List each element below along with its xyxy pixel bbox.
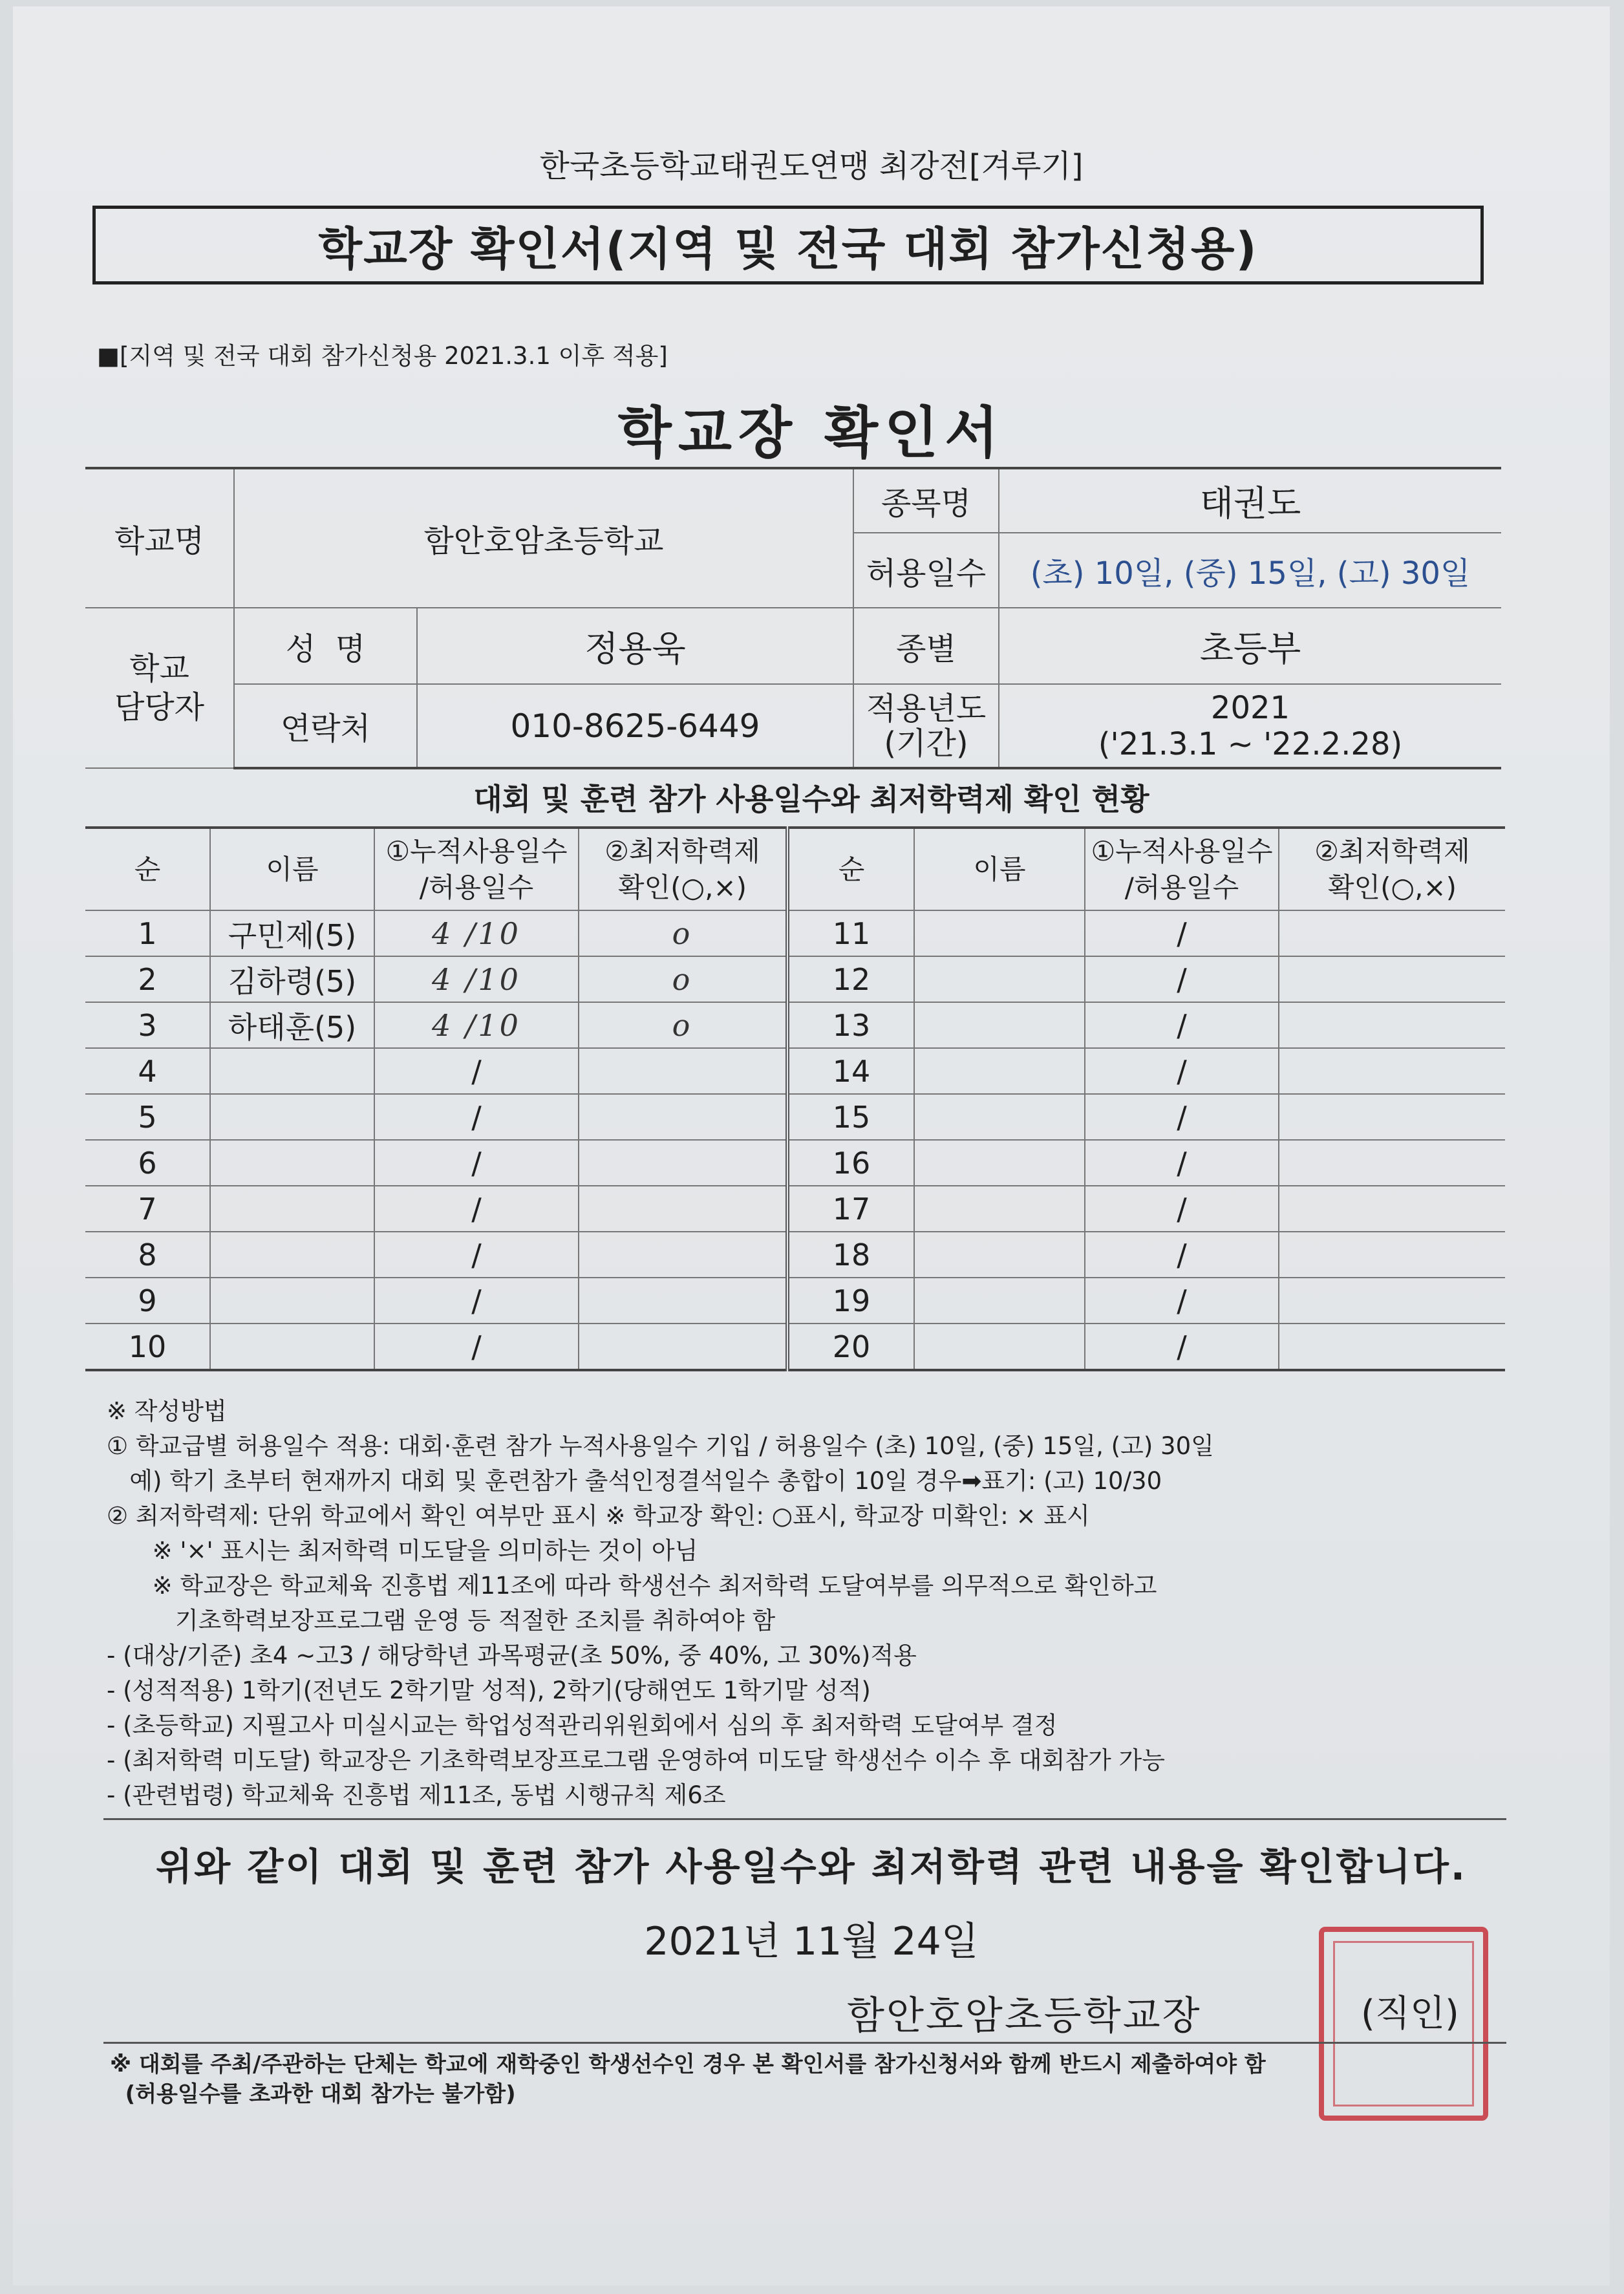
row-days-right: / [1085,1324,1279,1370]
header-academic-right: ②최저학력제 확인(○,×) [1279,828,1505,910]
row-days-right: / [1085,1186,1279,1232]
row-name-right [914,956,1085,1002]
row-days-right: / [1085,1140,1279,1186]
row-no-right: 16 [787,1140,914,1186]
row-days-right: / [1085,1278,1279,1324]
name-label: 성 명 [234,608,417,684]
row-academic-check [579,1232,787,1278]
row-no: 4 [85,1048,210,1094]
table-row [85,1232,1505,1278]
row-name-right [914,1140,1085,1186]
row-academic-check [579,1278,787,1324]
row-name [210,1094,374,1140]
contact-label: 연락처 [234,684,417,768]
row-days: / [374,1048,579,1094]
row-no-right: 12 [787,956,914,1002]
table-row [85,956,1505,1002]
series-title: 한국초등학교태권도연맹 최강전[겨루기] [539,148,1084,184]
row-academic-check: o [579,1002,787,1048]
year-value: 2021 [1210,689,1290,726]
row-no: 9 [85,1278,210,1324]
row-no-right: 19 [787,1278,914,1324]
row-days: / [374,1186,579,1232]
row-days-right: / [1085,1232,1279,1278]
school-label: 학교명 [85,468,234,608]
instruction-line: - (성적적용) 1학기(전년도 2학기말 성적), 2학기(당해연도 1학기말 성적) [107,1677,871,1704]
instructions [107,1394,1529,1813]
instruction-line: ① 학교급별 허용일수 적용: 대회·훈련 참가 누적사용일수 기입 / 허용일수 (초) 10일, (중) 15일, (고) 30일 [107,1432,1214,1460]
row-no-right: 17 [787,1186,914,1232]
instruction-line: ※ '×' 표시는 최저학력 미도달을 의미하는 것이 아님 [107,1537,698,1565]
divider [103,1818,1506,1820]
boxed-title [92,206,1484,284]
row-name-right [914,1278,1085,1324]
header-no-right: 순 [787,828,914,910]
issue-date: 2021년 11월 24일 [644,1919,979,1964]
year-label: 적용년도 (기간) [853,684,999,768]
category-label: 종별 [853,608,999,684]
row-academic-check-right [1279,1278,1505,1324]
instruction-line: - (관련법령) 학교체육 진흥법 제11조, 동법 시행규칙 제6조 [107,1781,726,1809]
row-name: 구민제(5) [210,910,374,956]
category-value: 초등부 [999,608,1501,684]
section-title: 대회 및 훈련 참가 사용일수와 최저학력제 확인 현황 [473,782,1149,817]
allowed-value: (초) 10일, (중) 15일, (고) 30일 [999,533,1501,608]
principal-title: 함안호암초등학교장 [847,1993,1202,2039]
row-no: 10 [85,1324,210,1370]
row-no: 8 [85,1232,210,1278]
row-name: 김하령(5) [210,956,374,1002]
row-name-right [914,1232,1085,1278]
row-no: 1 [85,910,210,956]
row-academic-check [579,1094,787,1140]
instruction-line: - (대상/기준) 초4 ~고3 / 해당학년 과목평균(초 50%, 중 40%, 고 30%)적용 [107,1642,917,1669]
row-academic-check-right [1279,1324,1505,1370]
table-row [85,1186,1505,1232]
row-name-right [914,1186,1085,1232]
instruction-line: ※ 작성방법 [107,1397,227,1425]
instruction-line: - (초등학교) 지필고사 미실시교는 학업성적관리위원회에서 심의 후 최저학력 도달여부 결정 [107,1711,1058,1739]
row-name [210,1186,374,1232]
participation-table [85,826,1505,1371]
school-name: 함안호암초등학교 [234,468,853,608]
table-row [85,1278,1505,1324]
row-name-right [914,1324,1085,1370]
instruction-line: ※ 학교장은 학교체육 진흥법 제11조에 따라 학생선수 최저학력 도달여부를 의무적으로 확인하고 [107,1572,1157,1600]
instruction-line: ② 최저학력제: 단위 학교에서 확인 여부만 표시 ※ 학교장 확인: ○표시, 학교장 미확인: × 표시 [107,1502,1090,1530]
row-days: / [374,1140,579,1186]
row-academic-check-right [1279,1140,1505,1186]
row-name [210,1140,374,1186]
year-cell [999,684,1501,768]
row-name: 하태훈(5) [210,1002,374,1048]
footnote [110,2050,1500,2109]
period-value: ('21.3.1 ~ '22.2.28) [1098,725,1403,762]
footnote-divider [103,2042,1506,2044]
row-no: 7 [85,1186,210,1232]
applied-note: ■[지역 및 전국 대회 참가신청용 2021.3.1 이후 적용] [97,342,668,370]
table-row [85,1094,1505,1140]
table-row [85,1324,1505,1370]
document-page [13,6,1610,2286]
staff-label: 학교 담당자 [85,608,234,768]
row-academic-check-right [1279,1232,1505,1278]
row-name [210,1232,374,1278]
footnote-line: ※ 대회를 주최/주관하는 단체는 학교에 재학중인 학생선수인 경우 본 확인서를 참가신청서와 함께 반드시 제출하여야 함 [110,2052,1266,2077]
document-title: 학교장 확인서 [617,401,1005,466]
table-row [85,1002,1505,1048]
event-value: 태권도 [999,468,1501,533]
row-no: 5 [85,1094,210,1140]
row-days: 4 /10 [374,956,579,1002]
row-days: 4 /10 [374,910,579,956]
row-name [210,1048,374,1094]
table-row [85,1048,1505,1094]
table-row [85,1140,1505,1186]
header-no: 순 [85,828,210,910]
row-no: 2 [85,956,210,1002]
row-academic-check-right [1279,1048,1505,1094]
row-academic-check [579,1324,787,1370]
confirmation-statement: 위와 같이 대회 및 훈련 참가 사용일수와 최저학력 관련 내용을 확인합니다. [156,1845,1467,1889]
row-no-right: 11 [787,910,914,956]
row-academic-check [579,1186,787,1232]
row-no-right: 20 [787,1324,914,1370]
school-info-table [85,467,1501,769]
row-academic-check [579,1048,787,1094]
row-no-right: 13 [787,1002,914,1048]
table-header-row [85,828,1505,910]
row-no: 3 [85,1002,210,1048]
row-academic-check [579,1140,787,1186]
boxed-title-text: 학교장 확인서(지역 및 전국 대회 참가신청용) [318,222,1258,275]
seal-label: (직인) [1361,1993,1459,2035]
row-no: 6 [85,1140,210,1186]
row-no-right: 14 [787,1048,914,1094]
row-name-right [914,1094,1085,1140]
row-name [210,1278,374,1324]
instruction-line: 예) 학기 초부터 현재까지 대회 및 훈련참가 출석인정결석일수 총합이 10일 경우➡표기: (고) 10/30 [107,1467,1162,1495]
staff-name: 정용욱 [417,608,853,684]
instruction-line: 기초학력보장프로그램 운영 등 적절한 조치를 취하여야 함 [107,1607,776,1635]
row-name [210,1324,374,1370]
row-name-right [914,1048,1085,1094]
table-row [85,910,1505,956]
row-academic-check: o [579,956,787,1002]
row-academic-check-right [1279,1094,1505,1140]
row-no-right: 18 [787,1232,914,1278]
header-days: ①누적사용일수 /허용일수 [374,828,579,910]
header-name: 이름 [210,828,374,910]
header-name-right: 이름 [914,828,1085,910]
row-days-right: / [1085,1048,1279,1094]
row-name-right [914,910,1085,956]
instruction-line: - (최저학력 미도달) 학교장은 기초학력보장프로그램 운영하여 미도달 학생선수 이수 후 대회참가 가능 [107,1746,1166,1774]
row-days: 4 /10 [374,1002,579,1048]
row-days-right: / [1085,1094,1279,1140]
row-days-right: / [1085,910,1279,956]
row-academic-check-right [1279,910,1505,956]
header-days-right: ①누적사용일수 /허용일수 [1085,828,1279,910]
row-days-right: / [1085,956,1279,1002]
row-academic-check-right [1279,956,1505,1002]
contact-value: 010-8625-6449 [417,684,853,768]
footnote-line: (허용일수를 초과한 대회 참가는 불가함) [110,2081,516,2107]
row-name-right [914,1002,1085,1048]
row-academic-check: o [579,910,787,956]
row-no-right: 15 [787,1094,914,1140]
allowed-label: 허용일수 [853,533,999,608]
row-academic-check-right [1279,1002,1505,1048]
header-academic: ②최저학력제 확인(○,×) [579,828,787,910]
row-days: / [374,1324,579,1370]
event-label: 종목명 [853,468,999,533]
row-days: / [374,1094,579,1140]
row-days: / [374,1278,579,1324]
row-days-right: / [1085,1002,1279,1048]
row-academic-check-right [1279,1186,1505,1232]
row-days: / [374,1232,579,1278]
